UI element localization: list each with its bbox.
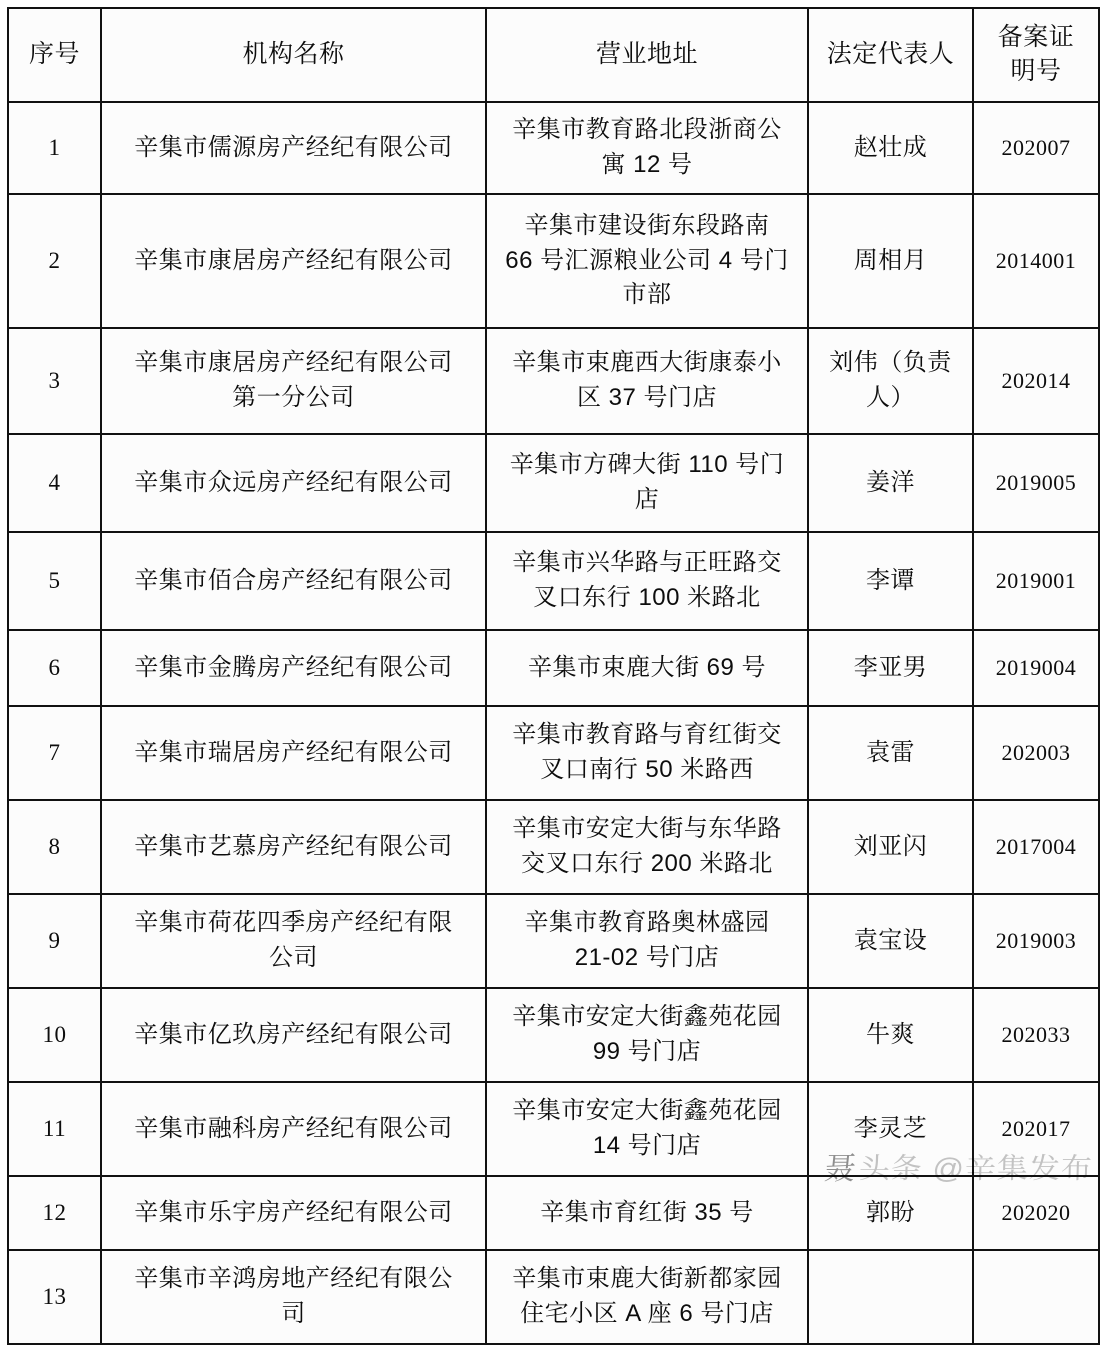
agency-name-cell-lines [107, 906, 480, 976]
legal-representative-cell-lines [814, 1196, 967, 1231]
business-address-cell-line: 辛集市束鹿西大街康泰小 [512, 349, 782, 377]
legal-representative-cell-lines [814, 924, 967, 959]
legal-representative-cell-lines [814, 466, 967, 501]
business-address-cell-line: 区 37 号门店 [576, 384, 718, 411]
agency-name-cell-line: 辛集市辛鸿房地产经纪有限公 [134, 1265, 453, 1293]
agency-name-cell-line: 辛集市亿玖房产经纪有限公司 [134, 1020, 453, 1048]
agency-name-cell [101, 800, 486, 894]
business-address-cell [486, 988, 808, 1082]
business-address-cell-line: 辛集市教育路与育红街交 [512, 721, 782, 749]
watermark-secondary-text: 头条 @辛集发布 [858, 1151, 1094, 1184]
business-address-cell-line: 辛集市安定大街鑫苑花园 [512, 1097, 782, 1125]
agency-name-cell [101, 328, 486, 434]
certificate-number-cell: 202033 [973, 988, 1099, 1082]
row-index-cell: 6 [8, 630, 101, 706]
column-header-address: 营业地址 [486, 8, 808, 102]
certificate-number-cell: 2019001 [973, 532, 1099, 630]
agency-name-cell-line: 辛集市艺慕房产经纪有限公司 [134, 832, 453, 860]
agency-name-cell-lines [107, 1112, 480, 1147]
table-row [8, 1176, 1099, 1250]
legal-representative-cell-line: 袁宝设 [853, 926, 928, 954]
business-address-cell-line: 叉口东行 100 米路北 [533, 584, 761, 611]
business-address-cell-line: 辛集市安定大街鑫苑花园 [512, 1003, 782, 1031]
business-address-cell-line: 辛集市建设街东段路南 [524, 211, 770, 239]
row-index-cell: 2 [8, 194, 101, 328]
column-header-certificate-lines: 备案证 明号 [997, 23, 1075, 85]
legal-representative-cell [808, 800, 973, 894]
legal-representative-cell-line: 刘伟（负责 [829, 349, 952, 377]
legal-representative-cell-lines [814, 564, 967, 599]
legal-representative-cell-lines [814, 346, 967, 416]
header-row [8, 8, 1099, 102]
table-row [8, 988, 1099, 1082]
certificate-number-cell: 2014001 [973, 194, 1099, 328]
legal-representative-cell-lines [814, 651, 967, 686]
business-address-cell-line: 21-02 号门店 [574, 944, 720, 971]
row-index-cell: 4 [8, 434, 101, 532]
certificate-number-cell: 2019005 [973, 434, 1099, 532]
table-row [8, 894, 1099, 988]
watermark-primary-text: 聂 [822, 1150, 859, 1186]
business-address-cell [486, 532, 808, 630]
certificate-number-cell [973, 1250, 1099, 1344]
business-address-cell-lines [492, 1000, 802, 1070]
row-index-cell: 5 [8, 532, 101, 630]
agency-name-cell [101, 1082, 486, 1176]
legal-representative-cell-line: 袁雷 [866, 738, 915, 766]
business-address-cell-line: 辛集市束鹿大街 69 号 [527, 653, 767, 681]
legal-representative-cell-lines [814, 736, 967, 771]
business-address-cell-line: 辛集市教育路奥林盛园 [524, 909, 770, 937]
agency-name-cell [101, 706, 486, 800]
agency-name-cell-lines [107, 346, 480, 416]
column-header-representative: 法定代表人 [808, 8, 973, 102]
table-body [8, 102, 1099, 1344]
legal-representative-cell-line: 牛爽 [866, 1020, 915, 1048]
legal-representative-cell-line: 李灵芝 [853, 1114, 928, 1142]
row-index-cell: 3 [8, 328, 101, 434]
agency-name-cell [101, 1250, 486, 1344]
business-address-cell-lines [492, 718, 802, 788]
column-header-certificate [973, 8, 1099, 102]
business-address-cell-line: 99 号门店 [592, 1038, 702, 1065]
legal-representative-cell [808, 1250, 973, 1344]
business-address-cell-lines [492, 546, 802, 616]
table-row [8, 328, 1099, 434]
business-address-cell-line: 辛集市教育路北段浙商公 [512, 116, 782, 144]
business-address-cell-lines [492, 1094, 802, 1164]
business-address-cell-lines [492, 448, 802, 518]
agency-name-cell [101, 102, 486, 194]
business-address-cell-line: 辛集市方碑大街 110 号门 [509, 451, 785, 479]
business-address-cell-line: 辛集市育红街 35 号 [540, 1198, 754, 1226]
certificate-number-cell: 202017 [973, 1082, 1099, 1176]
legal-representative-cell [808, 328, 973, 434]
agency-name-cell-line: 辛集市乐宇房产经纪有限公司 [134, 1198, 453, 1226]
legal-representative-cell-line: 李谭 [866, 566, 915, 594]
legal-representative-cell [808, 102, 973, 194]
certificate-number-cell: 202007 [973, 102, 1099, 194]
legal-representative-cell [808, 1082, 973, 1176]
legal-representative-cell-lines [814, 1112, 967, 1147]
table-row [8, 434, 1099, 532]
legal-representative-cell [808, 894, 973, 988]
business-address-cell-line: 14 号门店 [592, 1132, 702, 1159]
legal-representative-cell-line: 周相月 [853, 246, 928, 274]
agency-name-cell [101, 894, 486, 988]
legal-representative-cell-line: 郭盼 [866, 1198, 915, 1226]
certificate-number-cell: 202020 [973, 1176, 1099, 1250]
row-index-cell: 11 [8, 1082, 101, 1176]
legal-representative-cell-lines [814, 1018, 967, 1053]
table-row [8, 706, 1099, 800]
agency-registration-table [7, 7, 1100, 1345]
agency-name-cell-lines [107, 1018, 480, 1053]
legal-representative-cell-lines [814, 244, 967, 279]
row-index-cell: 7 [8, 706, 101, 800]
legal-representative-cell-lines [814, 131, 967, 166]
agency-name-cell-lines [107, 830, 480, 865]
table-row [8, 1250, 1099, 1344]
table-row [8, 102, 1099, 194]
business-address-cell-line: 交叉口东行 200 米路北 [521, 850, 773, 877]
business-address-cell [486, 894, 808, 988]
agency-name-cell [101, 532, 486, 630]
legal-representative-cell [808, 988, 973, 1082]
business-address-cell-line: 辛集市束鹿大街新都家园 [512, 1265, 782, 1293]
agency-name-cell-lines [107, 651, 480, 686]
legal-representative-cell [808, 434, 973, 532]
agency-name-cell-line: 辛集市佰合房产经纪有限公司 [134, 566, 453, 594]
table-row [8, 194, 1099, 328]
business-address-cell [486, 706, 808, 800]
table-header [8, 8, 1099, 102]
agency-name-cell-line: 辛集市众远房产经纪有限公司 [134, 468, 453, 496]
agency-name-cell-lines [107, 1262, 480, 1332]
legal-representative-cell-line: 刘亚闪 [853, 832, 928, 860]
table-row [8, 630, 1099, 706]
business-address-cell-line: 寓 12 号 [601, 151, 693, 178]
agency-name-cell-lines [107, 564, 480, 599]
agency-name-cell-line: 辛集市康居房产经纪有限公司 [134, 246, 453, 274]
agency-name-cell-line: 公司 [269, 944, 318, 971]
legal-representative-cell-line: 姜洋 [866, 468, 915, 496]
business-address-cell [486, 328, 808, 434]
table-row [8, 1082, 1099, 1176]
business-address-cell-lines [492, 651, 802, 686]
business-address-cell-line: 住宅小区 A 座 6 号门店 [520, 1300, 774, 1327]
certificate-number-cell: 2019003 [973, 894, 1099, 988]
business-address-cell-lines [492, 812, 802, 882]
agency-name-cell [101, 630, 486, 706]
agency-name-cell [101, 434, 486, 532]
agency-name-cell [101, 1176, 486, 1250]
table-row [8, 800, 1099, 894]
row-index-cell: 8 [8, 800, 101, 894]
legal-representative-cell [808, 532, 973, 630]
certificate-number-cell: 2019004 [973, 630, 1099, 706]
business-address-cell-line: 辛集市安定大街与东华路 [512, 815, 782, 843]
agency-name-cell-lines [107, 131, 480, 166]
business-address-cell-lines [492, 209, 802, 313]
legal-representative-cell [808, 706, 973, 800]
row-index-cell: 13 [8, 1250, 101, 1344]
agency-name-cell [101, 988, 486, 1082]
row-index-cell: 1 [8, 102, 101, 194]
certificate-number-cell: 202003 [973, 706, 1099, 800]
business-address-cell [486, 194, 808, 328]
business-address-cell-line: 店 [634, 486, 660, 513]
agency-name-cell-line: 辛集市儒源房产经纪有限公司 [134, 133, 453, 161]
business-address-cell-line: 辛集市兴华路与正旺路交 [512, 549, 782, 577]
agency-name-cell-lines [107, 466, 480, 501]
agency-name-cell-line: 第一分公司 [232, 384, 355, 411]
agency-name-cell-lines [107, 736, 480, 771]
business-address-cell-line: 叉口南行 50 米路西 [540, 756, 754, 783]
agency-name-cell-line: 辛集市康居房产经纪有限公司 [134, 349, 453, 377]
business-address-cell-lines [492, 346, 802, 416]
legal-representative-cell [808, 630, 973, 706]
agency-name-cell-line: 辛集市融科房产经纪有限公司 [134, 1114, 453, 1142]
row-index-cell: 10 [8, 988, 101, 1082]
column-header-index: 序号 [8, 8, 101, 102]
legal-representative-cell-line: 人） [866, 384, 915, 411]
business-address-cell [486, 434, 808, 532]
row-index-cell: 12 [8, 1176, 101, 1250]
certificate-number-cell: 202014 [973, 328, 1099, 434]
legal-representative-cell-line: 赵壮成 [853, 133, 928, 161]
column-header-name: 机构名称 [101, 8, 486, 102]
agency-name-cell-line: 辛集市荷花四季房产经纪有限 [134, 909, 453, 937]
business-address-cell [486, 630, 808, 706]
legal-representative-cell [808, 1176, 973, 1250]
business-address-cell [486, 800, 808, 894]
agency-name-cell-line: 辛集市金腾房产经纪有限公司 [134, 653, 453, 681]
agency-name-cell-lines [107, 1196, 480, 1231]
business-address-cell [486, 1176, 808, 1250]
business-address-cell [486, 102, 808, 194]
business-address-cell-lines [492, 113, 802, 183]
legal-representative-cell [808, 194, 973, 328]
business-address-cell-line: 市部 [622, 281, 672, 309]
row-index-cell: 9 [8, 894, 101, 988]
table-row [8, 532, 1099, 630]
business-address-cell [486, 1250, 808, 1344]
business-address-cell-lines [492, 1196, 802, 1231]
business-address-cell [486, 1082, 808, 1176]
agency-name-cell-line: 司 [281, 1300, 306, 1327]
agency-name-cell-line: 辛集市瑞居房产经纪有限公司 [134, 738, 453, 766]
certificate-number-cell: 2017004 [973, 800, 1099, 894]
business-address-cell-line: 66 号汇源粮业公司 4 号门 [505, 246, 789, 274]
agency-name-cell-lines [107, 244, 480, 279]
legal-representative-cell-lines [814, 830, 967, 865]
business-address-cell-lines [492, 906, 802, 976]
business-address-cell-lines [492, 1262, 802, 1332]
agency-name-cell [101, 194, 486, 328]
legal-representative-cell-line: 李亚男 [853, 653, 928, 681]
